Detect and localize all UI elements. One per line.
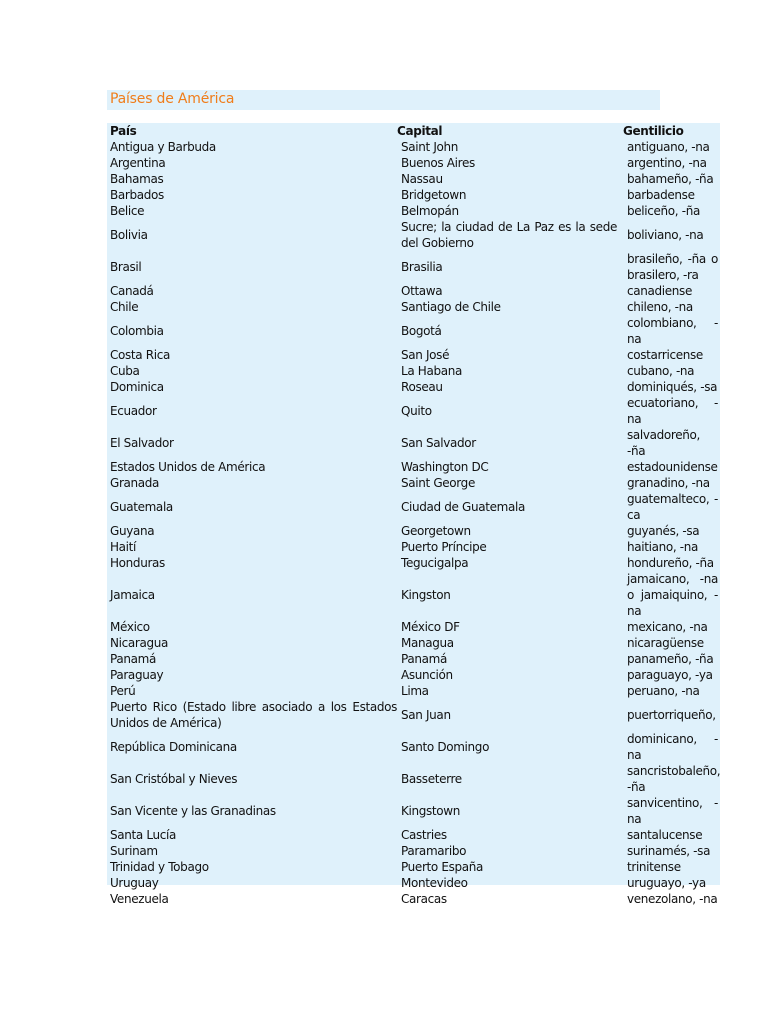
cell-capital: Ciudad de Guatemala: [401, 500, 525, 514]
table-row: [107, 827, 720, 843]
cell-gentilicio: granadino, -na: [627, 476, 710, 490]
cell-gentilicio: sanvicentino, -na: [627, 796, 718, 826]
cell-gentilicio: antiguano, -na: [627, 140, 710, 154]
table-row: [107, 635, 720, 651]
cell-gentilicio: estadounidense: [627, 460, 718, 474]
table-row: [107, 139, 720, 155]
table-row: [107, 219, 720, 251]
table-row: [107, 699, 720, 731]
cell-capital: Puerto España: [401, 860, 484, 874]
cell-gentilicio: guatemalteco, -ca: [627, 492, 718, 522]
cell-pais: Guyana: [110, 524, 155, 538]
table-row: [107, 555, 720, 571]
cell-gentilicio: ecuatoriano, -na: [627, 396, 718, 426]
table-row: [107, 475, 720, 491]
cell-capital: Panamá: [401, 652, 447, 666]
cell-pais: Guatemala: [110, 500, 173, 514]
table-row: [107, 571, 720, 619]
cell-gentilicio: jamaicano, -na o jamaiquino, -na: [627, 572, 718, 618]
cell-capital: Kingston: [401, 588, 451, 602]
cell-pais: Ecuador: [110, 404, 157, 418]
cell-capital: La Habana: [401, 364, 463, 378]
table-row: [107, 859, 720, 875]
countries-table: [107, 123, 721, 906]
cell-capital: Nassau: [401, 172, 443, 186]
cell-capital: Roseau: [401, 380, 443, 394]
cell-gentilicio: barbadense: [627, 188, 695, 202]
cell-capital: Kingstown: [401, 804, 460, 818]
table-row: [107, 363, 720, 379]
cell-capital: Basseterre: [401, 772, 462, 786]
cell-pais: Santa Lucía: [110, 828, 176, 842]
cell-gentilicio: puertorriqueño,: [627, 708, 716, 722]
cell-gentilicio: venezolano, -na: [627, 892, 718, 906]
table-row: [107, 155, 720, 171]
cell-capital: Santo Domingo: [401, 740, 490, 754]
cell-pais: Panamá: [110, 652, 156, 666]
cell-capital: Tegucigalpa: [401, 556, 469, 570]
cell-capital: San Juan: [401, 708, 451, 722]
cell-gentilicio: surinamés, -sa: [627, 844, 711, 858]
cell-gentilicio: brasileño, -ña o brasilero, -ra: [627, 252, 718, 282]
cell-gentilicio: argentino, -na: [627, 156, 707, 170]
cell-pais: Honduras: [110, 556, 165, 570]
cell-pais: Trinidad y Tobago: [110, 860, 209, 874]
cell-gentilicio: trinitense: [627, 860, 681, 874]
cell-pais: Belice: [110, 204, 145, 218]
table-row: [107, 379, 720, 395]
cell-pais: Dominica: [110, 380, 164, 394]
table-row: [107, 619, 720, 635]
cell-capital: Paramaribo: [401, 844, 467, 858]
cell-gentilicio: boliviano, -na: [627, 228, 704, 242]
cell-capital: Castries: [401, 828, 447, 842]
cell-capital: Managua: [401, 636, 454, 650]
cell-pais: Jamaica: [110, 588, 155, 602]
table-row: [107, 251, 720, 283]
cell-gentilicio: peruano, -na: [627, 684, 700, 698]
cell-capital: Caracas: [401, 892, 447, 906]
cell-pais: Canadá: [110, 284, 154, 298]
cell-gentilicio: dominicano, -na: [627, 732, 718, 762]
cell-capital: Washington DC: [401, 460, 489, 474]
cell-capital: San Salvador: [401, 436, 476, 450]
page-title-bar: [107, 90, 660, 110]
cell-capital: Georgetown: [401, 524, 471, 538]
table-row: [107, 763, 720, 795]
cell-gentilicio: cubano, -na: [627, 364, 695, 378]
cell-pais: Venezuela: [110, 892, 169, 906]
cell-gentilicio: salvadoreño, -ña: [627, 428, 700, 458]
table-row: [107, 539, 720, 555]
cell-pais: Paraguay: [110, 668, 164, 682]
cell-gentilicio: paraguayo, -ya: [627, 668, 713, 682]
header-capital: Capital: [397, 124, 443, 138]
cell-gentilicio: uruguayo, -ya: [627, 876, 706, 890]
cell-capital: Buenos Aires: [401, 156, 475, 170]
cell-pais: Cuba: [110, 364, 140, 378]
table-row: [107, 891, 720, 907]
cell-pais: Antigua y Barbuda: [110, 140, 216, 154]
cell-capital: Ottawa: [401, 284, 443, 298]
cell-pais: Bahamas: [110, 172, 164, 186]
cell-capital: Saint John: [401, 140, 459, 154]
cell-pais: República Dominicana: [110, 740, 237, 754]
table-row: [107, 315, 720, 347]
table-row: [107, 299, 720, 315]
header-pais: País: [110, 124, 137, 138]
table-row: [107, 523, 720, 539]
table-row: [107, 491, 720, 523]
cell-gentilicio: dominiqués, -sa: [627, 380, 718, 394]
cell-pais: Nicaragua: [110, 636, 168, 650]
cell-capital: San José: [401, 348, 450, 362]
cell-gentilicio: canadiense: [627, 284, 692, 298]
cell-gentilicio: panameño, -ña: [627, 652, 714, 666]
table-row: [107, 283, 720, 299]
table-row: [107, 171, 720, 187]
table-row: [107, 203, 720, 219]
header-gentilicio: Gentilicio: [623, 124, 684, 138]
cell-gentilicio: santalucense: [627, 828, 703, 842]
cell-pais: Brasil: [110, 260, 142, 274]
cell-gentilicio: colombiano, -na: [627, 316, 718, 346]
cell-gentilicio: nicaragüense: [627, 636, 704, 650]
cell-pais: Bolivia: [110, 228, 148, 242]
table-row: [107, 731, 720, 763]
cell-pais: Perú: [110, 684, 136, 698]
table-row: [107, 795, 720, 827]
table-row: [107, 347, 720, 363]
table-row: [107, 651, 720, 667]
cell-gentilicio: sancristobaleño, -ña: [627, 764, 721, 794]
cell-capital: Sucre; la ciudad de La Paz es la sede del Gobierno: [401, 220, 617, 250]
cell-capital: Quito: [401, 404, 432, 418]
cell-pais: El Salvador: [110, 436, 174, 450]
cell-gentilicio: costarricense: [627, 348, 703, 362]
table-row: [107, 459, 720, 475]
cell-pais: Costa Rica: [110, 348, 170, 362]
table-row: [107, 427, 720, 459]
cell-pais: San Cristóbal y Nieves: [110, 772, 238, 786]
cell-pais: Uruguay: [110, 876, 159, 890]
cell-gentilicio: chileno, -na: [627, 300, 693, 314]
cell-capital: Bridgetown: [401, 188, 467, 202]
cell-capital: Puerto Príncipe: [401, 540, 487, 554]
table-row: [107, 843, 720, 859]
table-row: [107, 683, 720, 699]
cell-capital: Saint George: [401, 476, 475, 490]
cell-gentilicio: bahameño, -ña: [627, 172, 714, 186]
table-row: [107, 667, 720, 683]
cell-pais: Granada: [110, 476, 160, 490]
cell-capital: Asunción: [401, 668, 453, 682]
cell-capital: Brasilia: [401, 260, 443, 274]
cell-pais: Chile: [110, 300, 139, 314]
table-row: [107, 875, 720, 891]
cell-capital: Lima: [401, 684, 429, 698]
table-row: [107, 395, 720, 427]
cell-pais: Surinam: [110, 844, 158, 858]
cell-capital: Belmopán: [401, 204, 459, 218]
cell-pais: San Vicente y las Granadinas: [110, 804, 276, 818]
cell-pais: Argentina: [110, 156, 166, 170]
table-header-row: [107, 123, 720, 139]
cell-pais: Haití: [110, 540, 137, 554]
table-row: [107, 187, 720, 203]
cell-pais: Barbados: [110, 188, 164, 202]
cell-gentilicio: guyanés, -sa: [627, 524, 700, 538]
cell-pais: Puerto Rico (Estado libre asociado a los Estados Unidos de América): [110, 700, 397, 730]
cell-pais: Colombia: [110, 324, 164, 338]
cell-capital: Santiago de Chile: [401, 300, 501, 314]
cell-pais: México: [110, 620, 150, 634]
cell-capital: México DF: [401, 620, 460, 634]
cell-gentilicio: beliceño, -ña: [627, 204, 700, 218]
cell-gentilicio: hondureño, -ña: [627, 556, 714, 570]
cell-capital: Montevideo: [401, 876, 468, 890]
page-title: Países de América: [110, 91, 235, 107]
cell-pais: Estados Unidos de América: [110, 460, 266, 474]
cell-gentilicio: haitiano, -na: [627, 540, 699, 554]
table-body: [107, 139, 720, 907]
cell-gentilicio: mexicano, -na: [627, 620, 708, 634]
cell-capital: Bogotá: [401, 324, 442, 338]
